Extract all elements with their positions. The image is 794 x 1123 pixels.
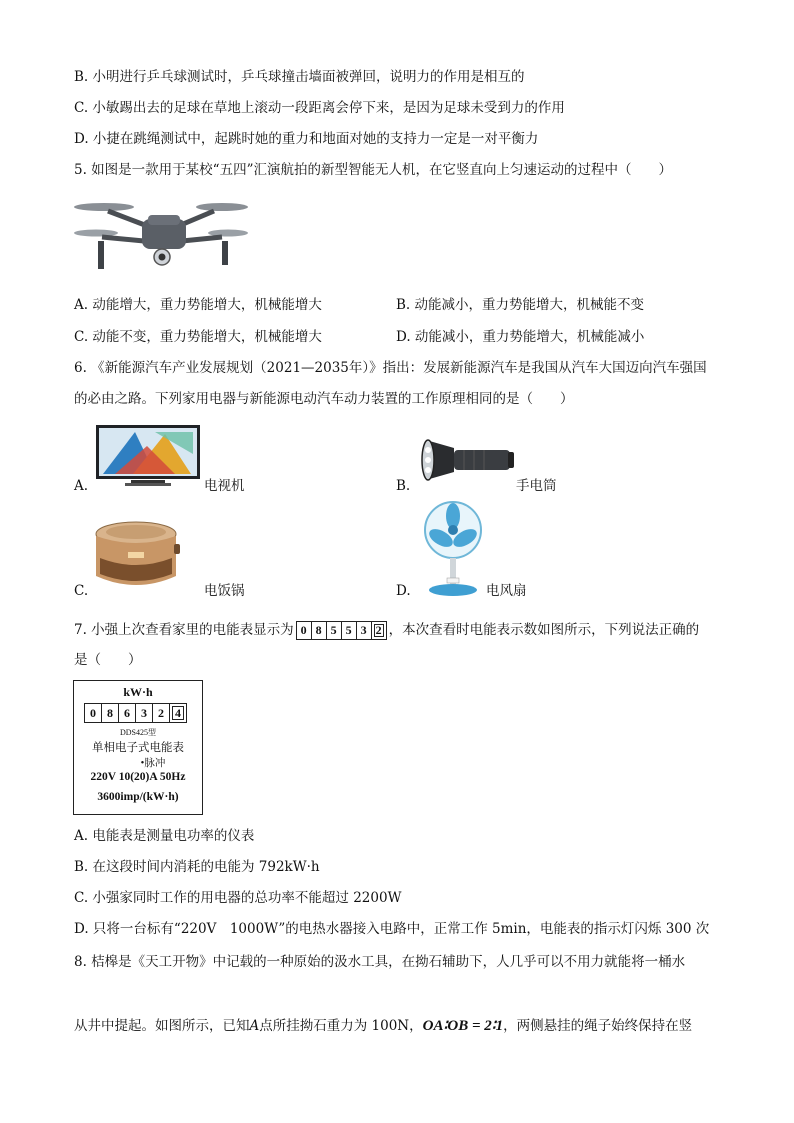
- q6-option-c-letter: C.: [74, 583, 89, 599]
- q6-option-d-label: 电风扇: [486, 583, 527, 599]
- q6-option-d-letter: D.: [396, 583, 411, 599]
- meter-digit: 8: [102, 704, 119, 722]
- q7-stem-post: ，本次查看时电能表示数如图所示，下列说法正确的: [388, 622, 700, 638]
- q6-option-a-label: 电视机: [204, 478, 245, 494]
- q7-option-d: D. 只将一台标有“220V 1000W”的电热水器接入电路中，正常工作 5min，电能表的指示灯闪烁 300 次: [74, 921, 710, 937]
- q7-option-a: A. 电能表是测量电功率的仪表: [74, 828, 255, 844]
- q8-line2-pre: 从井中提起。如图所示，已知: [74, 1018, 250, 1034]
- meter-model: DDS425型: [119, 728, 156, 737]
- prev-digit: 5: [327, 622, 342, 639]
- q8-line2-mid: 点所挂拗石重力为 100N，: [259, 1018, 423, 1034]
- q7-stem-line1: [74, 620, 699, 640]
- q6-stem-line1: 6. 《新能源汽车产业发展规划（2021—2035年）》指出：发展新能源汽车是我国从汽车大国迈向汽车强国: [74, 360, 707, 376]
- q7-option-c: C. 小强家同时工作的用电器的总功率不能超过 2200W: [74, 890, 402, 906]
- meter-unit: kW·h: [123, 685, 153, 699]
- q5-option-c: C. 动能不变，重力势能增大，机械能增大: [74, 329, 322, 345]
- q6-stem-line2: 的必由之路。下列家用电器与新能源电动汽车动力装置的工作原理相同的是（ ）: [74, 391, 574, 407]
- prev-digit: 0: [297, 622, 312, 639]
- previous-meter-reading: [296, 621, 387, 640]
- q6-option-b-letter: B.: [396, 478, 411, 494]
- q6-option-b-label: 手电筒: [516, 478, 557, 494]
- electric-fan-icon: [421, 500, 485, 598]
- meter-digit-decimal: 4: [170, 704, 186, 722]
- rice-cooker-icon: [94, 518, 180, 596]
- meter-reading: [84, 703, 187, 723]
- q5-option-b: B. 动能减小，重力势能增大，机械能不变: [396, 297, 645, 313]
- q5-option-a: A. 动能增大，重力势能增大，机械能增大: [74, 297, 322, 313]
- prev-digit: 5: [342, 622, 357, 639]
- meter-pulse: •脉冲: [140, 758, 166, 769]
- q8-line2: [74, 1016, 692, 1036]
- prev-digit-decimal: 2: [372, 622, 386, 639]
- prev-digit: 8: [312, 622, 327, 639]
- q5-stem: 5. 如图是一款用于某校“五四”汇演航拍的新型智能无人机，在它竖直向上匀速运动的过程中（ ）: [74, 162, 672, 178]
- lever-ratio: OA∶OB = 2∶1: [422, 1018, 504, 1034]
- meter-constant: 3600imp/(kW·h): [97, 791, 179, 803]
- q4-option-b: B. 小明进行乒乓球测试时，乒乓球撞击墙面被弹回，说明力的作用是相互的: [74, 69, 525, 85]
- q8-line2-post: ，两侧悬挂的绳子始终保持在竖: [503, 1018, 693, 1034]
- q8-line1: 8. 桔槔是《天工开物》中记载的一种原始的汲水工具，在拗石辅助下，人几乎可以不用力就能将一桶水: [74, 954, 686, 970]
- flashlight-icon: [420, 432, 516, 488]
- drone-icon: [72, 193, 248, 279]
- meter-digit: 2: [153, 704, 170, 722]
- q7-stem-pre: 7. 小强上次查看家里的电能表显示为: [74, 622, 294, 638]
- q6-option-a-letter: A.: [74, 478, 89, 494]
- q4-option-d: D. 小捷在跳绳测试中，起跳时她的重力和地面对她的支持力一定是一对平衡力: [74, 131, 539, 147]
- prev-digit: 3: [357, 622, 372, 639]
- meter-digit: 6: [119, 704, 136, 722]
- q4-option-c: C. 小敏踢出去的足球在草地上滚动一段距离会停下来，是因为足球未受到力的作用: [74, 100, 565, 116]
- q6-option-c-label: 电饭锅: [204, 583, 245, 599]
- point-a-label: A: [249, 1018, 260, 1034]
- meter-rating: 220V 10(20)A 50Hz: [90, 771, 186, 783]
- q5-option-d: D. 动能减小，重力势能增大，机械能减小: [396, 329, 645, 345]
- q7-option-b: B. 在这段时间内消耗的电能为 792kW·h: [74, 859, 320, 875]
- electricity-meter: [73, 680, 203, 815]
- q7-stem-line2: 是（ ）: [74, 652, 142, 668]
- meter-name: 单相电子式电能表: [92, 742, 184, 754]
- meter-digit: 0: [85, 704, 102, 722]
- meter-digit: 3: [136, 704, 153, 722]
- tv-icon: [95, 424, 201, 490]
